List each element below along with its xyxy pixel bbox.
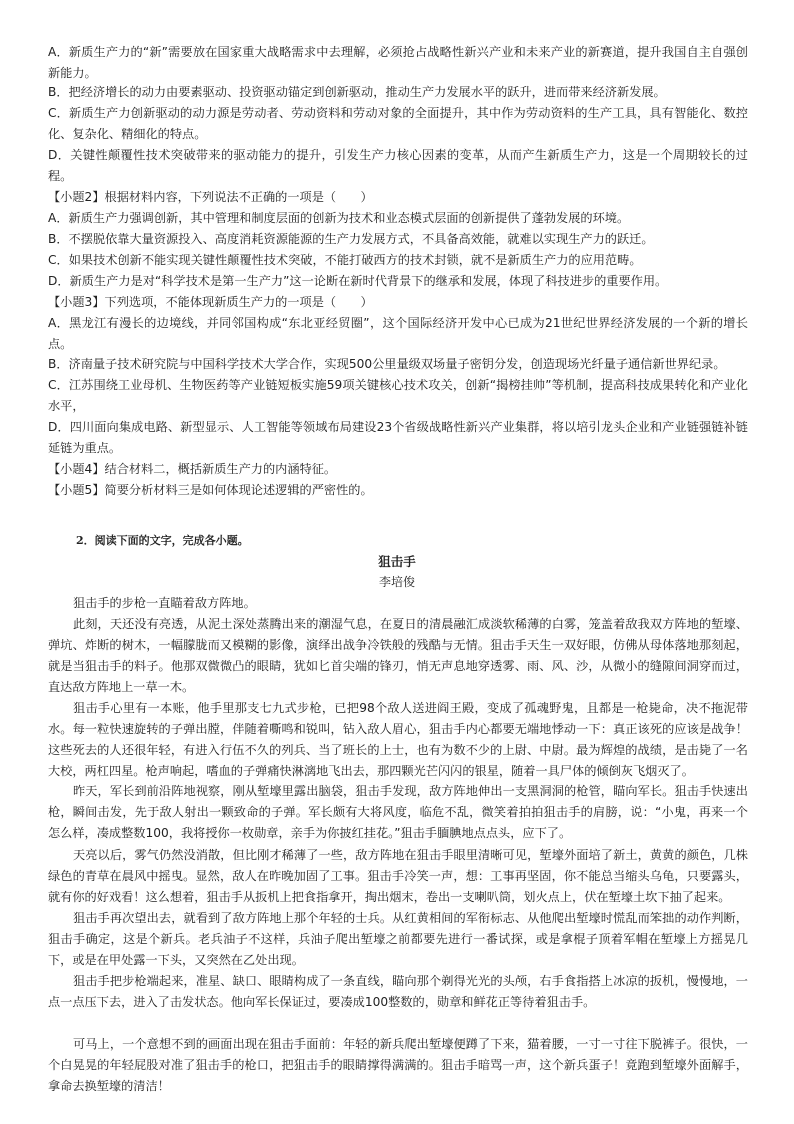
q1-option-d: D．关键性颠覆性技术突破带来的驱动能力的提升，引发生产力核心因素的变革，从而产生新质生产力，这是一个周期较长的过程。 [48,148,748,183]
q1-option-c: C．新质生产力创新驱动的动力源是劳动者、劳动资料和劳动对象的全面提升，其中作为劳动资料的生产工具，具有智能化、数控化、复杂化、精细化的特点。 [48,106,748,141]
story-paragraph: 天亮以后，雾气仍然没消散，但比刚才稀薄了一些，敌方阵地在狙击手眼里清晰可见，堑壕外面培了新土，黄黄的颜色，几株绿色的青草在晨风中摇曳。显然，敌人在昨晚加固了工事。狙击手冷笑一声，想：工事再坚固，你不能总当缩头乌龟，只要露头，就有你的好戏看！这么想着，狙击手从扳机上把食指拿开，掏出烟末，卷出一支喇叭筒，划火点上，伏在堑壕土坎下抽了起来。 [48,848,748,904]
q2-option-a: A．新质生产力强调创新，其中管理和制度层面的创新为技术和业态模式层面的创新提供了蓬勃发展的环境。 [48,211,630,225]
story-paragraph: 此刻，天还没有亮透，从泥土深处蒸腾出来的潮湿气息，在夏日的清晨融汇成淡软稀薄的白雾，笼盖着敌我双方阵地的堑壕、弹坑、炸断的树木，一幅朦胧而又模糊的影像，演绎出战争冷铁般的残酷与无情。狙击手天生一双好眼，仿佛从母体落地那刻起，就是当狙击手的料子。他那双微微凸的眼睛，犹如匕首尖端的锋刃，悄无声息地穿透雾、雨、风、沙，从微小的缝隙间洞穿而过，直达敌方阵地上一草一木。 [48,617,748,694]
story-paragraph: 狙击手再次望出去，就看到了敌方阵地上那个年轻的士兵。从红黄相间的军衔标志、从他爬出堑壕时慌乱而笨拙的动作判断，狙击手确定，这是个新兵。老兵油子不这样，兵油子爬出堑壕之前都要先进行一番试探，或是拿棍子顶着军帽在堑壕上方摇晃几下，或是在甲处露一下头，又突然在乙处出现。 [48,911,748,967]
story-paragraph: 狙击手的步枪一直瞄着敌方阵地。 [73,596,256,610]
story-paragraph: 狙击手把步枪端起来，准星、缺口、眼睛构成了一条直线，瞄向那个剃得光光的头颅，右手食指搭上冰凉的扳机，慢慢地，一点一点压下去，进入了击发状态。他向军长保证过，要凑成100整数的，勋章和鲜花正等待着狙击手。 [48,974,748,1009]
story-title: 狙击手 [378,554,416,569]
q3-option-d: D．四川面向集成电路、新型显示、人工智能等领域布局建设23个省级战略性新兴产业集群，将以培引龙头企业和产业链强链补链延链为重点。 [48,420,748,455]
q1-option-a: A．新质生产力的“新”需要放在国家重大战略需求中去理解，必须抢占战略性新兴产业和未来产业的新赛道，提升我国自主自强创新能力。 [48,45,748,80]
q5-stem: 【小题5】简要分析材料三是如何体现论述逻辑的严密性的。 [48,483,373,497]
q2-stem: 【小题2】根据材料内容，下列说法不正确的一项是（ ） [48,190,373,204]
story-paragraph: 昨天，军长到前沿阵地视察，刚从堑壕里露出脑袋，狙击手发现，敌方阵地伸出一支黑洞洞的枪管，瞄向军长。狙击手快速出枪，瞬间击发，先于敌人射出一颗致命的子弹。军长颇有大将风度，临危不乱，微笑着拍拍狙击手的肩膀，说：“小鬼，再来一个怎么样，凑成整数100，我将授你一枚勋章，亲手为你披红挂花。”狙击手腼腆地点点头，应下了。 [48,784,748,840]
q2-option-d: D．新质生产力是对“科学技术是第一生产力”这一论断在新时代背景下的继承和发展，体现了科技进步的重要作用。 [48,274,668,288]
q3-stem: 【小题3】下列选项，不能体现新质生产力的一项是（ ） [48,295,373,309]
section-heading: 2．阅读下面的文字，完成各小题。 [76,534,249,547]
q2-option-c: C．如果技术创新不能实现关键性颠覆性技术突破，不能打破西方的技术封锁，就不是新质生产力的应用范畴。 [48,253,642,267]
q3-option-c: C．江苏围绕工业母机、生物医药等产业链短板实施59项关键核心技术攻关，创新“揭榜挂帅”等机制，提高科技成果转化和产业化水平， [48,378,748,413]
story-author: 李培俊 [378,575,415,589]
q4-stem: 【小题4】结合材料二，概括新质生产力的内涵特征。 [48,462,337,476]
story-paragraph: 可马上，一个意想不到的画面出现在狙击手面前：年轻的新兵爬出堑壕便蹲了下来，猫着腰，一寸一寸往下脱裤子。很快，一个白晃晃的年轻屁股对准了狙击手的枪口，把狙击手的眼睛撑得满满的。狙击手暗骂一声，这个新兵蛋子！竟跑到堑壕外面解手，拿命去换堑壕的清洁！ [48,1037,748,1093]
q2-option-b: B．不摆脱依靠大量资源投入、高度消耗资源能源的生产力发展方式，不具备高效能，就难以实现生产力的跃迁。 [48,232,654,246]
story-paragraph: 狙击手心里有一本账，他手里那支七九式步枪，已把98个敌人送进阎王殿，变成了孤魂野鬼，且都是一枪毙命，决不拖泥带水。每一粒快速旋转的子弹出膛，伴随着嘶鸣和锐叫，钻入敌人眉心，狙击手内心都要无端地悸动一下：真正该死的应该是战争！这些死去的人还很年轻，有进入行伍不久的列兵、当了班长的上士，也有为数不少的上尉、中尉。最为辉煌的战绩，是击毙了一名大校，两杠四星。枪声响起，嗜血的子弹痛快淋漓地飞出去，那四颗光芒闪闪的银星，随着一具尸体的倾倒灰飞烟灭了。 [48,701,748,778]
q1-option-b: B．把经济增长的动力由要素驱动、投资驱动锚定到创新驱动，推动生产力发展水平的跃升，进而带来经济新发展。 [48,85,666,99]
q3-option-b: B．济南量子技术研究院与中国科学技术大学合作，实现500公里量级双场量子密钥分发，创造现场光纤量子通信新世界纪录。 [48,357,726,371]
q3-option-a: A．黑龙江有漫长的边境线，并同邻国构成“东北亚经贸圈”，这个国际经济开发中心已成为21世纪世界经济发展的一个新的增长点。 [48,316,748,351]
